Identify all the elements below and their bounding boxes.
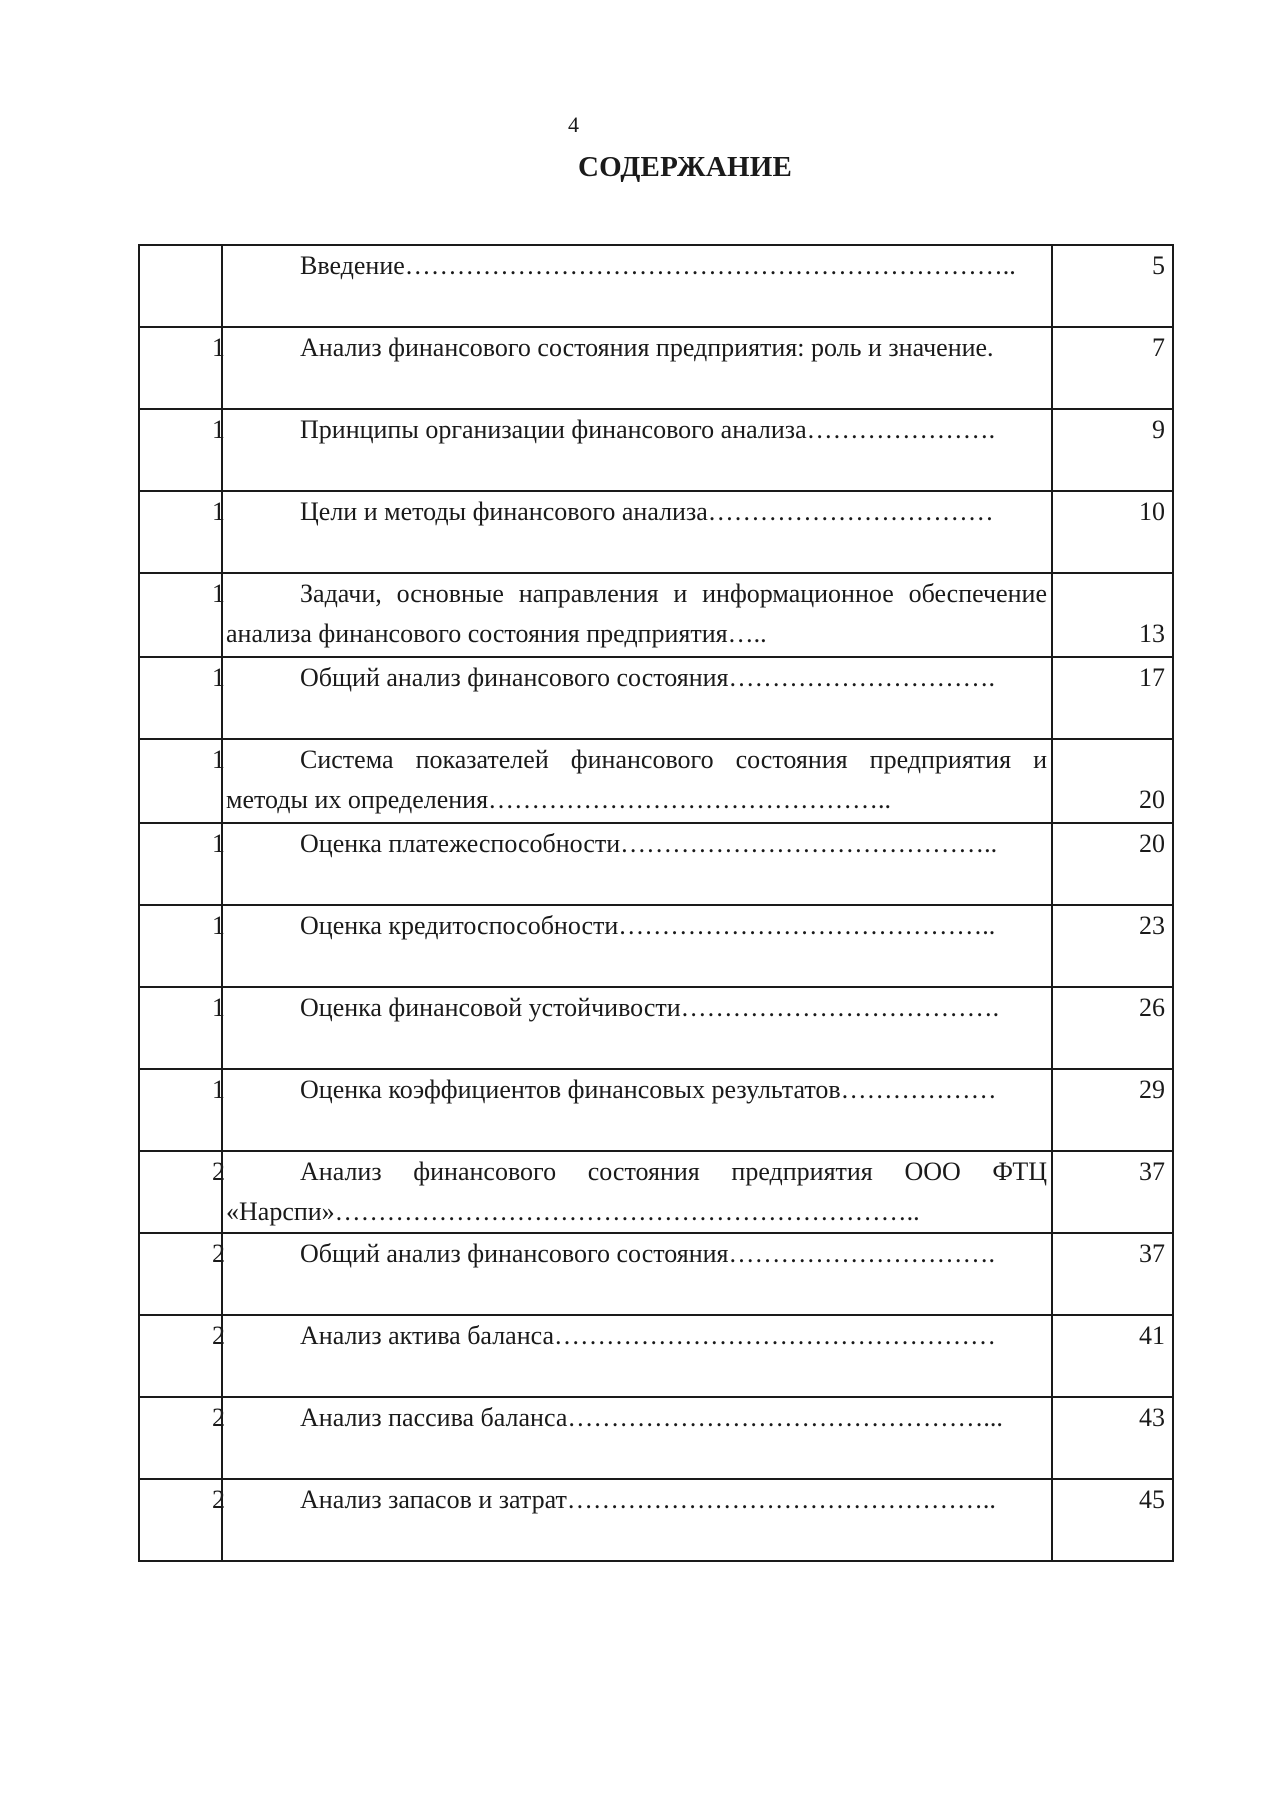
toc-section-number: 1: [139, 327, 222, 409]
toc-page-number: 20: [1052, 823, 1173, 905]
toc-page-number: 26: [1052, 987, 1173, 1069]
toc-row: [139, 245, 1173, 327]
toc-section-number: 2: [139, 1315, 222, 1397]
toc-page-number: 29: [1052, 1069, 1173, 1151]
toc-section-number: 1: [139, 657, 222, 739]
toc-page-number: 41: [1052, 1315, 1173, 1397]
toc-section-number: 1: [139, 739, 222, 823]
toc-entry-title[interactable]: Анализ пассива баланса…………………………………………...: [222, 1397, 1052, 1479]
toc-row: [139, 823, 1173, 905]
toc-section-number: 2: [139, 1397, 222, 1479]
toc-entry-title[interactable]: Принципы организации финансового анализа………………….: [222, 409, 1052, 491]
toc-page-number: 37: [1052, 1151, 1173, 1233]
toc-entry-title[interactable]: Оценка коэффициентов финансовых результатов………………: [222, 1069, 1052, 1151]
toc-entry-title[interactable]: Анализ финансового состояния предприятия ООО ФТЦ «Нарспи»…………………………………………………………..: [222, 1151, 1052, 1233]
toc-page-number: 13: [1052, 573, 1173, 657]
toc-row: [139, 573, 1173, 657]
toc-section-number: 1: [139, 1069, 222, 1151]
toc-body: [139, 245, 1173, 1561]
toc-entry-title[interactable]: Анализ актива баланса……………………………………………: [222, 1315, 1052, 1397]
toc-section-number: 1: [139, 823, 222, 905]
toc-page-number: 17: [1052, 657, 1173, 739]
toc-section-number: 2: [139, 1479, 222, 1561]
toc-section-number: 1: [139, 905, 222, 987]
toc-row: [139, 409, 1173, 491]
toc-entry-title[interactable]: Оценка финансовой устойчивости……………………………….: [222, 987, 1052, 1069]
toc-section-number: 2: [139, 1233, 222, 1315]
toc-entry-title[interactable]: Цели и методы финансового анализа……………………………: [222, 491, 1052, 573]
page-number: 4: [568, 112, 579, 137]
toc-page-number: 43: [1052, 1397, 1173, 1479]
toc-page-number: 10: [1052, 491, 1173, 573]
toc-page-number: 37: [1052, 1233, 1173, 1315]
toc-entry-title[interactable]: Оценка платежеспособности……………………………………..: [222, 823, 1052, 905]
toc-section-number: 1: [139, 987, 222, 1069]
toc-row: [139, 987, 1173, 1069]
toc-page-number: 5: [1052, 245, 1173, 327]
toc-row: [139, 1233, 1173, 1315]
toc-page-number: 23: [1052, 905, 1173, 987]
toc-section-number: 1: [139, 573, 222, 657]
toc-entry-title[interactable]: Общий анализ финансового состояния………………………….: [222, 657, 1052, 739]
toc-row: [139, 327, 1173, 409]
toc-entry-title[interactable]: Анализ финансового состояния предприятия: роль и значение.: [222, 327, 1052, 409]
toc-row: [139, 1151, 1173, 1233]
toc-row: [139, 657, 1173, 739]
toc-row: [139, 739, 1173, 823]
toc-entry-title[interactable]: Введение……………………………………………………………..: [222, 245, 1052, 327]
toc-section-number: 2: [139, 1151, 222, 1233]
toc-section-number: 1: [139, 491, 222, 573]
toc-heading: СОДЕРЖАНИЕ: [577, 151, 793, 183]
toc-row: [139, 1315, 1173, 1397]
table-of-contents: [138, 244, 1174, 1562]
toc-page-number: 9: [1052, 409, 1173, 491]
toc-row: [139, 491, 1173, 573]
toc-entry-title[interactable]: Оценка кредитоспособности……………………………………..: [222, 905, 1052, 987]
toc-entry-title[interactable]: Система показателей финансового состояния предприятия и методы их определения………………………………………..: [222, 739, 1052, 823]
toc-row: [139, 1069, 1173, 1151]
toc-section-number: [139, 245, 222, 327]
toc-row: [139, 1397, 1173, 1479]
toc-entry-title[interactable]: Общий анализ финансового состояния………………………….: [222, 1233, 1052, 1315]
toc-row: [139, 1479, 1173, 1561]
toc-section-number: 1: [139, 409, 222, 491]
toc-page-number: 20: [1052, 739, 1173, 823]
toc-entry-title[interactable]: Анализ запасов и затрат…………………………………………..: [222, 1479, 1052, 1561]
toc-page-number: 45: [1052, 1479, 1173, 1561]
toc-entry-title[interactable]: Задачи, основные направления и информационное обеспечение анализа финансового состояния предприятия…..: [222, 573, 1052, 657]
toc-row: [139, 905, 1173, 987]
toc-page-number: 7: [1052, 327, 1173, 409]
